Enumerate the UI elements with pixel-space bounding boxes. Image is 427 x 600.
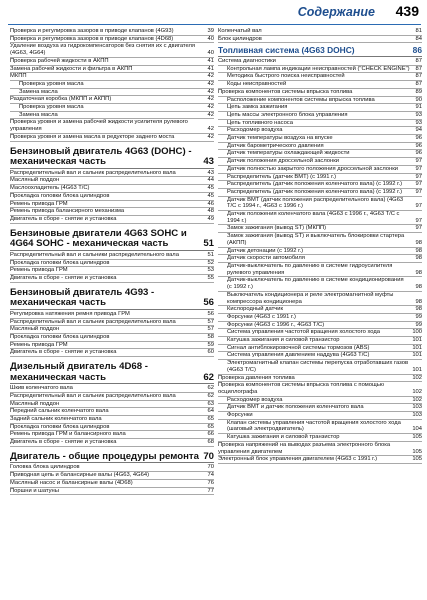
toc-page-number: 42 — [207, 111, 214, 118]
toc-page-number: 58 — [207, 333, 214, 340]
toc-entry-title: Датчик детонации (с 1992 г.) — [227, 247, 304, 254]
toc-page-number: 41 — [207, 65, 214, 72]
toc-entry[interactable] — [10, 488, 214, 496]
toc-entry-title: Клапан системы управления частотой вращения холостого хода (шаговый электродвигатель) — [227, 419, 401, 433]
toc-section-heading[interactable] — [10, 147, 214, 169]
toc-entry[interactable] — [10, 28, 214, 36]
toc-entry-title: Проверка уровня масла — [19, 104, 84, 111]
toc-entry-title: Раздаточная коробка (МКПП и АКПП) — [10, 96, 112, 103]
toc-entry-title: Проверка напряжений на выводах разъема электронного блока управления двигателем — [218, 441, 391, 455]
toc-page-number: 42 — [207, 104, 214, 111]
toc-page-number: 62 — [207, 385, 214, 392]
toc-entry[interactable] — [218, 404, 422, 412]
toc-page-number: 105 — [412, 448, 422, 455]
toc-page-number: 94 — [415, 127, 422, 134]
toc-entry-title: Двигатель в сборе - снятие и установка — [10, 349, 117, 356]
toc-entry[interactable] — [218, 277, 422, 291]
toc-entry[interactable] — [10, 252, 214, 260]
toc-entry-title: Прокладка головки блока цилиндров — [10, 192, 110, 199]
toc-page-number: 46 — [207, 200, 214, 207]
toc-page-number: 42 — [207, 80, 214, 87]
toc-entry-title: Прокладка головки блока цилиндров — [10, 259, 110, 266]
toc-page-number: 43 — [203, 156, 214, 168]
toc-page-number: 100 — [412, 329, 422, 336]
toc-entry[interactable] — [218, 181, 422, 189]
toc-page-number: 45 — [207, 185, 214, 192]
toc-entry[interactable] — [10, 275, 214, 283]
toc-entry-title: Ремень привода ГРМ — [10, 267, 68, 274]
toc-page-number: 62 — [203, 371, 214, 383]
toc-page-number: 99 — [415, 321, 422, 328]
toc-entry-title: Катушка зажигания и силовой транзистор — [227, 434, 340, 441]
toc-entry[interactable] — [10, 334, 214, 342]
toc-entry[interactable] — [10, 96, 214, 104]
toc-entry-title: Система управления давлением наддува (4G63 T/C) — [227, 352, 370, 359]
toc-entry-title: Проверка компонентов системы впрыска топлива — [218, 88, 353, 95]
toc-page-number: 44 — [207, 177, 214, 184]
toc-entry[interactable] — [218, 382, 422, 396]
toc-entry[interactable] — [218, 420, 422, 434]
toc-page-number: 62 — [207, 392, 214, 399]
toc-page-number: 77 — [207, 487, 214, 494]
toc-entry[interactable] — [10, 408, 214, 416]
toc-page-number: 43 — [207, 169, 214, 176]
toc-entry[interactable] — [10, 193, 214, 201]
toc-entry-title: Приводная цепь и балансирные валы (4G63, 4G64) — [10, 472, 150, 479]
toc-entry-title: Замок зажигания (вывод ST) и выключатель блокировки стартера (АКПП) — [227, 233, 405, 246]
page-header — [8, 2, 421, 25]
toc-entry[interactable] — [10, 216, 214, 224]
toc-entry[interactable] — [10, 134, 214, 142]
toc-entry-title: Распределитель (датчик положения коленчатого вала) (с 1992 г.) — [227, 181, 403, 188]
toc-page-number: 53 — [207, 267, 214, 274]
toc-page-number: 74 — [207, 472, 214, 479]
toc-entry-title: Распределительный вал и сальник распределительного вала — [10, 318, 176, 325]
toc-section-title: Двигатель - общие процедуры ремонта — [10, 450, 199, 462]
toc-entry[interactable] — [218, 112, 422, 120]
toc-section-title: Бензиновые двигатели 4G63 SOHC и 4G64 SOHC - механическая часть — [10, 227, 187, 250]
toc-page-number: 98 — [415, 247, 422, 254]
toc-section-title: Бензиновый двигатель 4G93 - механическая часть — [10, 286, 155, 309]
toc-page-number: 96 — [415, 142, 422, 149]
toc-entry-title: Маслоохладитель (4G63 T/C) — [10, 185, 90, 192]
toc-page-number: 49 — [207, 215, 214, 222]
toc-entry[interactable] — [10, 342, 214, 350]
toc-page-number: 81 — [415, 28, 422, 34]
toc-page-number: 101 — [412, 344, 422, 351]
toc-entry[interactable] — [218, 97, 422, 105]
toc-entry[interactable] — [10, 267, 214, 275]
toc-page-number: 98 — [415, 284, 422, 291]
toc-entry[interactable] — [218, 36, 422, 44]
toc-entry[interactable] — [10, 464, 214, 472]
toc-page-number: 97 — [415, 203, 422, 210]
toc-page-number: 101 — [412, 352, 422, 359]
toc-entry-title: Удаление воздуха из гидрокомпенсаторов без снятия их с двигателя (4G63, 4G64) — [10, 43, 196, 57]
toc-entry[interactable] — [10, 208, 214, 216]
toc-entry-title: Расходомер воздуха — [227, 396, 283, 403]
toc-entry-title: Цепь массы электронного блока управления — [227, 111, 348, 118]
toc-page-number: 97 — [415, 188, 422, 195]
toc-entry-title: Проверка давления топлива — [218, 374, 295, 381]
toc-entry[interactable] — [218, 397, 422, 405]
toc-entry[interactable] — [10, 311, 214, 319]
toc-page-number: 42 — [207, 133, 214, 140]
toc-entry-title: Выключатель кондиционера и реле электромагнитной муфты компрессора кондиционера — [227, 291, 394, 305]
toc-entry-title: Проверка уровня и замена рабочей жидкости усилителя рулевого управления — [10, 119, 188, 133]
toc-page-number: 96 — [415, 135, 422, 142]
toc-entry[interactable] — [218, 58, 422, 66]
toc-page-number: 65 — [207, 416, 214, 423]
toc-entry-title: Цепь топливного насоса — [227, 119, 293, 126]
toc-entry-title: Распределительный вал и сальник распределительного вала — [10, 392, 176, 399]
toc-page-number: 103 — [412, 412, 422, 419]
toc-page-number: 87 — [415, 73, 422, 80]
toc-page-number: 86 — [412, 45, 422, 56]
toc-entry-title: Ремень привода балансирного механизма — [10, 208, 125, 215]
toc-entry-title: Прокладка головки блока цилиндров — [10, 333, 110, 340]
toc-section-heading[interactable] — [10, 229, 214, 251]
toc-entry[interactable] — [218, 306, 422, 314]
toc-entry-title: Датчик положения коленчатого вала (4G63 с 1996 г., 4G63 T/C с 1994 г.) — [227, 211, 400, 224]
toc-entry[interactable] — [10, 36, 214, 44]
toc-page-number: 98 — [415, 255, 422, 262]
page-title: Содержание — [297, 5, 375, 19]
toc-entry-title: Проверка и регулировка зазоров в приводе клапанов (4D68) — [10, 35, 174, 42]
toc-entry-title: Задний сальник коленчатого вала — [10, 416, 102, 423]
toc-page-number: 40 — [207, 50, 214, 57]
toc-page-number: 51 — [207, 251, 214, 258]
toc-page-number: 60 — [207, 349, 214, 356]
toc-page-number: 98 — [415, 298, 422, 305]
toc-entry[interactable] — [10, 260, 214, 268]
toc-entry-title: Электронный блок управления двигателем (4G63 с 1991 г.) — [218, 456, 378, 463]
toc-page-number: 76 — [207, 479, 214, 486]
toc-entry[interactable] — [218, 233, 422, 247]
toc-entry-title: Датчик полностью закрытого положения дроссельной заслонки — [227, 165, 398, 172]
toc-entry[interactable] — [218, 189, 422, 197]
toc-entry[interactable] — [218, 135, 422, 143]
toc-page-number: 104 — [412, 426, 422, 433]
toc-page-number: 42 — [207, 96, 214, 103]
toc-entry-title: Проверка рабочей жидкости в АКПП — [10, 57, 109, 64]
toc-page-number: 97 — [415, 158, 422, 165]
toc-entry[interactable] — [10, 43, 214, 57]
toc-entry-title: Датчик положения дроссельной заслонки — [227, 158, 339, 165]
toc-entry-title: Датчик-выключатель по давлению в системе гидроусилителя рулевого управления — [227, 262, 393, 276]
toc-entry-title: Двигатель в сборе - снятие и установка — [10, 439, 117, 446]
toc-page-number: 64 — [207, 408, 214, 415]
toc-page-number: 48 — [207, 208, 214, 215]
toc-page-number: 39 — [207, 28, 214, 34]
toc-entry[interactable] — [218, 375, 422, 383]
toc-page-number: 68 — [207, 439, 214, 446]
toc-page-number: 57 — [207, 326, 214, 333]
toc-entry[interactable] — [218, 329, 422, 337]
toc-entry[interactable] — [10, 424, 214, 432]
toc-entry-title: Двигатель в сборе - снятие и установка — [10, 274, 117, 281]
toc-entry[interactable] — [218, 314, 422, 322]
toc-page-number: 87 — [415, 81, 422, 88]
toc-page-number: 97 — [415, 165, 422, 172]
toc-entry-title: Двигатель в сборе - снятие и установка — [10, 215, 117, 222]
toc-entry[interactable] — [218, 255, 422, 263]
toc-entry-title: Расходомер воздуха — [227, 127, 283, 134]
toc-page-number: 101 — [412, 337, 422, 344]
toc-entry-title: Распределитель (датчик положения коленчатого вала) (с 1992 г.) — [227, 188, 403, 195]
toc-entry-title: Прокладка головки блока цилиндров — [10, 423, 110, 430]
toc-entry-title: Замена рабочей жидкости и фильтра в АКПП — [10, 65, 133, 72]
toc-page-number: 63 — [207, 400, 214, 407]
toc-entry[interactable] — [10, 393, 214, 401]
toc-entry-title: Головка блока цилиндров — [10, 464, 80, 471]
toc-entry[interactable] — [10, 416, 214, 424]
toc-entry-title: Проверка уровня и замена масла в редукторе заднего моста — [10, 133, 175, 140]
toc-page-number: 91 — [415, 104, 422, 111]
toc-entry-title: Датчик барометрического давления — [227, 142, 324, 149]
toc-page-number: 59 — [207, 341, 214, 348]
toc-entry-title: Регулировка натяжения ремня привода ГРМ — [10, 310, 130, 317]
toc-entry[interactable] — [218, 360, 422, 374]
toc-entry-title: Коленчатый вал — [218, 28, 262, 34]
toc-entry[interactable] — [218, 120, 422, 128]
toc-entry-title: Масляный поддон — [10, 326, 60, 333]
toc-entry[interactable] — [10, 480, 214, 488]
toc-page-number: 102 — [412, 374, 422, 381]
toc-page-number: 101 — [412, 366, 422, 373]
toc-page-number: 98 — [415, 239, 422, 246]
toc-entry[interactable] — [218, 104, 422, 112]
toc-entry[interactable] — [10, 89, 214, 97]
toc-entry-title: Система управления частотой вращения холостого хода — [227, 329, 380, 336]
toc-entry[interactable] — [10, 119, 214, 133]
toc-entry-title: Электромагнитный клапан системы перепуска отработавших газов (4G63 T/C) — [227, 360, 409, 373]
toc-page-number: 42 — [207, 73, 214, 80]
toc-entry-title: Система диагностики — [218, 58, 276, 64]
toc-page-number: 97 — [415, 173, 422, 180]
toc-entry-title: Распределитель (датчик ВМТ) (с 1991 г.) — [227, 173, 337, 180]
toc-entry[interactable] — [218, 352, 422, 360]
toc-page-number: 56 — [207, 310, 214, 317]
toc-entry-title: Датчик температуры воздуха на впуске — [227, 135, 333, 142]
toc-entry-title: Кислородный датчик — [227, 306, 284, 313]
toc-entry[interactable] — [218, 89, 422, 97]
toc-entry-title: Поршни и шатуны — [10, 487, 59, 494]
toc-page-number: 66 — [207, 431, 214, 438]
toc-page-number: 105 — [412, 456, 422, 463]
toc-entry-title: Форсунки (4G63 с 1991 г.) — [227, 313, 296, 320]
toc-entry[interactable] — [10, 73, 214, 81]
toc-page-number: 70 — [203, 450, 214, 462]
toc-entry-title: Форсунки (4G63 с 1996 г., 4G63 T/C) — [227, 321, 325, 328]
toc-section-title: Дизельный двигатель 4D68 - механическая часть — [10, 361, 148, 383]
toc-page-number: 87 — [415, 58, 422, 64]
toc-page-number: 98 — [415, 306, 422, 313]
toc-entry-title: МКПП — [10, 73, 27, 80]
toc-entry[interactable] — [10, 104, 214, 112]
toc-entry[interactable] — [218, 412, 422, 420]
toc-entry-title: Блок цилиндров — [218, 35, 262, 42]
toc-page-number: 52 — [207, 259, 214, 266]
toc-section-heading[interactable] — [10, 362, 214, 384]
toc-page-number: 40 — [207, 35, 214, 42]
toc-page-number: 105 — [412, 434, 422, 441]
toc-entry-title: Проверка компонентов системы впрыска топлива с помощью осциллографа — [218, 382, 385, 395]
toc-entry[interactable] — [218, 197, 422, 211]
toc-page-number: 57 — [207, 318, 214, 325]
toc-entry-title: Замена масла — [19, 88, 58, 95]
toc-entry[interactable] — [10, 439, 214, 447]
toc-entry[interactable] — [218, 442, 422, 456]
toc-page-number: 87 — [415, 65, 422, 72]
toc-entry-title: Датчик скорости автомобиля — [227, 255, 305, 262]
toc-entry-title: Масляный поддон — [10, 177, 60, 184]
toc-page-number: 98 — [415, 269, 422, 276]
toc-section-heading[interactable] — [10, 452, 214, 464]
toc-entry[interactable] — [218, 166, 422, 174]
toc-entry-title: Катушка зажигания и силовой транзистор — [227, 337, 340, 344]
toc-section-heading[interactable] — [218, 46, 422, 57]
toc-section-title: Топливная система (4G63 DOHC) — [218, 45, 355, 56]
toc-entry[interactable] — [218, 73, 422, 81]
toc-entry[interactable] — [10, 385, 214, 393]
toc-entry[interactable] — [218, 174, 422, 182]
toc-page-number: 70 — [207, 464, 214, 471]
toc-entry-title: Ремень привода ГРМ — [10, 341, 68, 348]
toc-entry-title: Замена масла — [19, 111, 58, 118]
toc-entry[interactable] — [218, 248, 422, 256]
toc-entry[interactable] — [218, 434, 422, 442]
toc-page-number: 90 — [415, 96, 422, 103]
toc-page-number: 93 — [415, 111, 422, 118]
toc-entry-title: Распределительный вал и сальник распределительного вала — [10, 169, 176, 176]
toc-page-number: 97 — [415, 225, 422, 232]
toc-entry[interactable] — [218, 211, 422, 225]
toc-page-number: 84 — [415, 35, 422, 42]
toc-page-number: 42 — [207, 126, 214, 133]
toc-entry-title: Ремень привода ГРМ и балансирного вала — [10, 431, 126, 438]
toc-entry[interactable] — [218, 263, 422, 277]
toc-entry[interactable] — [10, 472, 214, 480]
toc-entry[interactable] — [10, 177, 214, 185]
toc-entry[interactable] — [10, 201, 214, 209]
toc-entry[interactable] — [218, 345, 422, 353]
toc-page-number: 51 — [203, 238, 214, 250]
toc-entry-title: Датчик ВМТ и датчик положения коленчатого вала — [227, 404, 364, 411]
toc-entry[interactable] — [218, 292, 422, 306]
toc-entry-title: Замок зажигания (вывод ST) (МКПП) — [227, 225, 327, 232]
toc-entry[interactable] — [10, 58, 214, 66]
page-number: 439 — [395, 3, 419, 19]
toc-page-number: 99 — [415, 313, 422, 320]
toc-page-number: 56 — [203, 297, 214, 309]
toc-entry-title: Масляный поддон — [10, 400, 60, 407]
toc-column-left — [10, 28, 214, 495]
toc-entry[interactable] — [218, 337, 422, 345]
toc-entry-title: Датчик-выключатель по давлению в системе кондиционирования (с 1992 г.) — [227, 277, 404, 291]
toc-section-heading[interactable] — [10, 288, 214, 310]
toc-entry[interactable] — [10, 349, 214, 357]
toc-entry[interactable] — [218, 150, 422, 158]
toc-entry[interactable] — [10, 185, 214, 193]
toc-page-number: 93 — [415, 119, 422, 126]
toc-entry-title: Масляный насос и балансирные валы (4D68) — [10, 479, 133, 486]
toc-entry[interactable] — [10, 66, 214, 74]
toc-entry-title: Распределительный вал и сальники распределительного вала — [10, 251, 179, 258]
toc-page-number: 41 — [207, 57, 214, 64]
toc-section-title: Бензиновый двигатель 4G63 (DOHC) - механическая часть — [10, 145, 192, 168]
toc-page-number: 103 — [412, 404, 422, 411]
toc-entry-title: Контрольная лампа индикации неисправностей ("CHECK ENGINE") — [227, 65, 410, 72]
toc-entry[interactable] — [218, 158, 422, 166]
toc-entry-title: Проверка и регулировка зазоров в приводе клапанов (4G93) — [10, 28, 174, 34]
toc-page-number: 45 — [207, 192, 214, 199]
toc-entry-title: Ремень привода ГРМ — [10, 200, 68, 207]
toc-entry[interactable] — [10, 326, 214, 334]
toc-page-number: 102 — [412, 396, 422, 403]
toc-entry[interactable] — [218, 225, 422, 233]
toc-entry-title: Датчик ВМТ (датчик положения распределительного вала) (4G63 T/C с 1994 г., 4G63 с 1996 г.) — [227, 196, 404, 210]
toc-entry-title: Датчик температуры охлаждающей жидкости — [227, 150, 350, 157]
toc-page-number: 96 — [415, 150, 422, 157]
toc-entry[interactable] — [218, 28, 422, 36]
toc-page-number: 89 — [415, 88, 422, 95]
toc-entry[interactable] — [218, 456, 422, 464]
toc-entry-title: Шкив коленчатого вала — [10, 385, 73, 392]
toc-page-number: 97 — [415, 217, 422, 224]
toc-page-number: 65 — [207, 423, 214, 430]
toc-entry-title: Методика быстрого поиска неисправностей — [227, 73, 345, 80]
toc-entry[interactable] — [10, 81, 214, 89]
toc-entry-title: Форсунки — [227, 412, 253, 419]
toc-page-number: 97 — [415, 181, 422, 188]
toc-entry-title: Коды неисправностей — [227, 81, 287, 88]
toc-entry-title: Цепь замка зажигания — [227, 104, 288, 111]
toc-entry[interactable] — [218, 127, 422, 135]
toc-page-number: 55 — [207, 274, 214, 281]
toc-entry-title: Сигнал антиблокировочной системы тормозов (ABS) — [227, 344, 370, 351]
toc-entry[interactable] — [10, 431, 214, 439]
toc-entry-title: Проверка уровня масла — [19, 80, 84, 87]
toc-entry-title: Передний сальник коленчатого вала — [10, 408, 109, 415]
toc-page-number: 42 — [207, 88, 214, 95]
toc-entry-title: Расположение компонентов системы впрыска топлива — [227, 96, 375, 103]
toc-column-right — [218, 28, 422, 464]
toc-page-number: 102 — [412, 388, 422, 395]
toc-entry[interactable] — [218, 81, 422, 89]
